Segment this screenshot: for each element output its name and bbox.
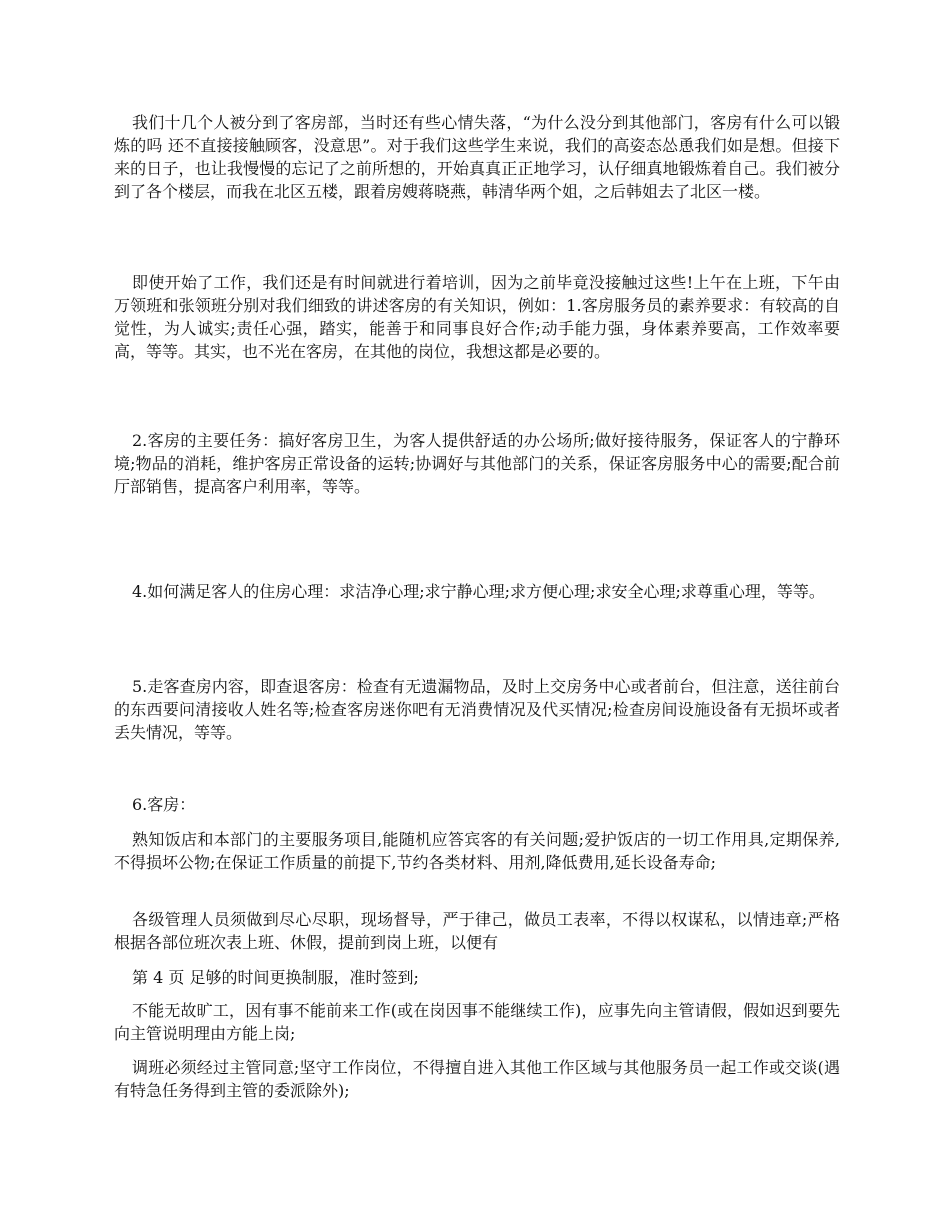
paragraph-page-marker: 第 4 页 足够的时间更换制服，准时签到; (132, 968, 419, 987)
paragraph-absence-rules: 不能无故旷工，因有事不能前来工作(或在岗因事不能继续工作)，应事先向主管请假，假如迟到要先向主管说明理由方能上岗; (114, 1001, 840, 1043)
paragraph-guest-psychology: 4.如何满足客人的住房心理：求洁净心理;求宁静心理;求方便心理;求安全心理;求尊重心理，等等。 (132, 582, 825, 601)
paragraph-main-tasks: 2.客房的主要任务：搞好客房卫生，为客人提供舒适的办公场所;做好接待服务，保证客人的宁静环境;物品的消耗，维护客房正常设备的运转;协调好与其他部门的关系，保证客房服务中心的需要;配合前厅部销售，提高客户利用率，等等。 (114, 431, 840, 496)
paragraph-service-items: 熟知饭店和本部门的主要服务项目,能随机应答宾客的有关问题;爱护饭店的一切工作用具,定期保养,不得损坏公物;在保证工作质量的前提下,节约各类材料、用剂,降低费用,延长设备寿命; (114, 830, 840, 872)
paragraph-training: 即使开始了工作，我们还是有时间就进行着培训，因为之前毕竟没接触过这些!上午在上班，下午由万领班和张领班分别对我们细致的讲述客房的有关知识，例如：1.客房服务员的素养要求：有较高的自觉性，为人诚实;责任心强，踏实，能善于和同事良好合作;动手能力强，身体素养要高，工作效率要高，等等。其实，也不光在客房，在其他的岗位，我想这都是必要的。 (114, 273, 840, 361)
paragraph-management-duties: 各级管理人员须做到尽心尽职，现场督导，严于律己，做员工表率，不得以权谋私，以情违章;严格根据各部位班次表上班、休假，提前到岗上班，以便有 (114, 910, 840, 952)
paragraph-shift-change-rules: 调班必须经过主管同意;坚守工作岗位，不得擅自进入其他工作区域与其他服务员一起工作或交谈(遇有特急任务得到主管的委派除外); (114, 1058, 840, 1100)
paragraph-checkout-inspection: 5.走客查房内容，即查退客房：检查有无遗漏物品，及时上交房务中心或者前台，但注意，送往前台的东西要问清接收人姓名等;检查客房迷你吧有无消费情况及代买情况;检查房间设施设备有无损坏或者丢失情况，等等。 (114, 677, 840, 742)
paragraph-room-department-assignment: 我们十几个人被分到了客房部，当时还有些心情失落，“为什么没分到其他部门，客房有什么可以锻炼的吗 还不直接接触顾客，没意思”。对于我们这些学生来说，我们的高姿态怂恿我们如是想。但接下来的日子，也让我慢慢的忘记了之前所想的，开始真真正正地学习，认仔细真地锻炼着自己。我们被分到了各个楼层，而我在北区五楼，跟着房嫂蒋晓燕，韩清华两个姐，之后韩姐去了北区一楼。 (114, 113, 840, 201)
paragraph-section-heading: 6.客房： (132, 795, 196, 814)
